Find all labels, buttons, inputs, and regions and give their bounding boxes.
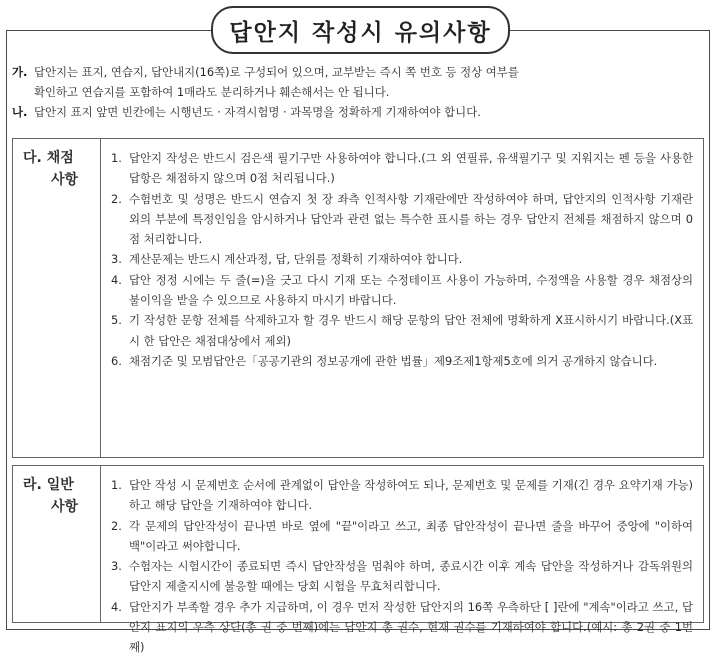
item-number: 2. <box>111 191 122 206</box>
list-item <box>111 475 693 516</box>
item-text: 답안지가 부족할 경우 추가 지급하며, 이 경우 먼저 작성한 답안지의 16쪽 우측하단 [ ]란에 "계속"이라고 쓰고, 답안지 표지의 우측 상단(총 권 중 번째)에는 답안지 총 권수, 현재 권수를 기재하여야 합니다.(예시: 총 2권 중 1번째) <box>129 599 693 655</box>
section-label-line1: 다. 채점 <box>23 150 74 166</box>
list-item <box>111 516 693 557</box>
item-text: 계산문제는 반드시 계산과정, 답, 단위를 정확히 기재하여야 합니다. <box>129 252 463 267</box>
section-label <box>13 466 101 622</box>
item-number: 1. <box>111 151 122 165</box>
section-general <box>12 465 704 655</box>
section-label <box>13 139 101 457</box>
section-label-line1: 라. 일반 <box>23 477 74 493</box>
item-text: 수험자는 시험시간이 종료되면 즉시 답안작성을 멈춰야 하며, 종료시간 이후 계속 답안을 작성하거나 감독위원의 답안지 제출지시에 불응할 때에는 당회 시험을 무효처리합니다. <box>129 559 693 594</box>
section-label-line2: 사항 <box>51 172 79 188</box>
list-item <box>111 556 693 597</box>
intro-block <box>12 62 702 122</box>
item-number: 4. <box>111 272 122 287</box>
item-number: 6. <box>111 353 122 368</box>
item-text: 기 작성한 문항 전체를 삭제하고자 할 경우 반드시 해당 문항의 답안 전체에 명확하게 X표시하시기 바랍니다.(X표시 한 답안은 채점대상에서 제외) <box>129 313 693 348</box>
item-text: 답안 작성 시 문제번호 순서에 관계없이 답안을 작성하여도 되나, 문제번호 및 문제를 기재(긴 경우 요약기재 가능)하고 해당 답안을 기재하여야 합니다. <box>129 478 693 513</box>
item-text: 답안 정정 시에는 두 줄(=)을 긋고 다시 기재 또는 수정테이프 사용이 가능하며, 수정액을 사용할 경우 채점상의 불이익을 받을 수 있으므로 사용하지 마시기 바랍니다. <box>129 272 693 308</box>
list-item <box>111 597 693 658</box>
list-item <box>111 310 693 351</box>
section-label-line2: 사항 <box>51 499 79 515</box>
item-text: 수험번호 및 성명은 반드시 연습지 첫 장 좌측 인적사항 기재란에만 작성하여야 하며, 답안지의 인적사항 기재란 외의 부분에 특정인임을 암시하거나 답안과 관련 없는 특수한 표시를 하는 경우 답안지 전체를 채점하지 않으며 0점 처리합니다. <box>129 191 693 247</box>
item-number: 3. <box>111 559 122 574</box>
intro-text: 답안지는 표지, 연습지, 답안내지(16쪽)로 구성되어 있으며, 교부받는 즉시 쪽 번호 등 정상 여부를 <box>34 65 519 79</box>
list-item <box>111 148 693 189</box>
intro-text-continued: 확인하고 연습지를 포함하여 1매라도 분리하거나 훼손해서는 안 됩니다. <box>34 85 390 99</box>
item-number: 3. <box>111 252 122 267</box>
intro-mark: 나. <box>12 105 28 119</box>
item-text: 각 문제의 답안작성이 끝나면 바로 옆에 "끝"이라고 쓰고, 최종 답안작성이 끝나면 줄을 바꾸어 중앙에 "이하여백"이라고 써야합니다. <box>129 518 693 553</box>
list-item <box>111 351 693 371</box>
intro-mark: 가. <box>12 65 28 79</box>
item-number: 4. <box>111 599 122 614</box>
intro-item-ga <box>12 62 702 82</box>
item-number: 5. <box>111 313 122 328</box>
section-scoring <box>12 138 704 458</box>
section-items <box>111 148 693 371</box>
list-item <box>111 249 693 269</box>
page-title: 답안지 작성시 유의사항 <box>211 6 510 54</box>
item-text: 답안지 작성은 반드시 검은색 필기구만 사용하여야 합니다.(그 외 연필류, 유색필기구 및 지워지는 펜 등을 사용한 답항은 채점하지 않으며 0점 처리됩니다.) <box>129 151 693 186</box>
item-number: 2. <box>111 518 122 533</box>
section-items <box>111 475 693 658</box>
list-item <box>111 270 693 311</box>
item-number: 1. <box>111 478 122 492</box>
list-item <box>111 189 693 250</box>
intro-text: 답안지 표지 앞면 빈칸에는 시행년도 · 자격시험명 · 과목명을 정확하게 기재하여야 합니다. <box>34 105 481 119</box>
intro-item-na <box>12 102 702 122</box>
item-text: 채점기준 및 모범답안은「공공기관의 정보공개에 관한 법률」제9조제1항제5호에 의거 공개하지 않습니다. <box>129 353 658 368</box>
